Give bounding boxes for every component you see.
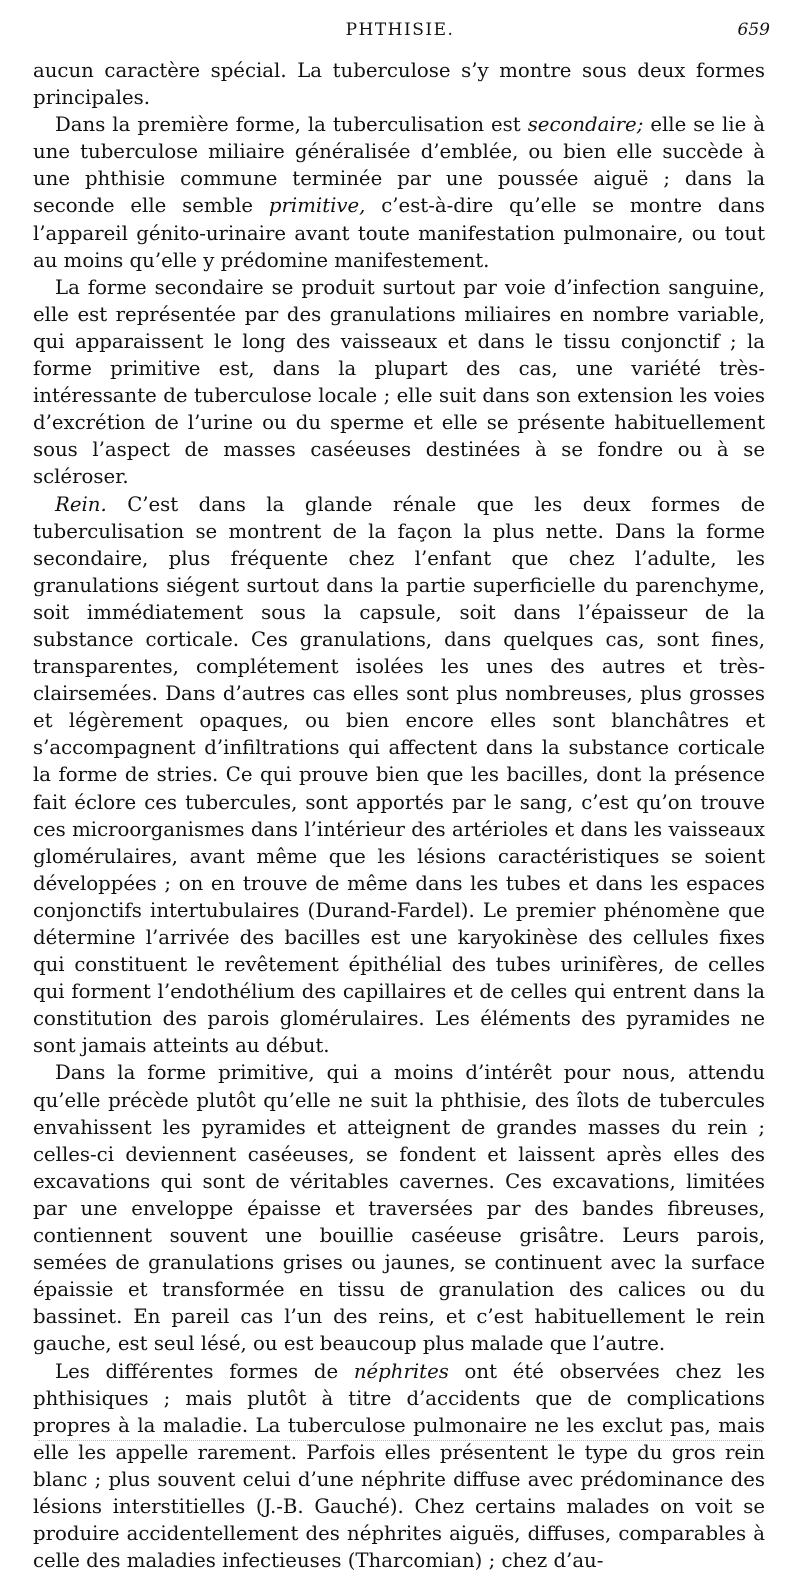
paragraph [33,111,765,274]
paragraph [33,57,765,111]
paragraph [33,274,765,491]
paragraph-text: aucun caractère spécial. La tuberculose s’y montre sous deux formes principales. [33,59,765,109]
italic-text: primitive, [269,194,366,217]
paragraph-text: c’est-à-dire qu’elle se montre dans l’appareil génito-urinaire avant toute manifestation pulmonaire, ou tout au moins qu’elle y prédomine manifestement. [33,194,765,271]
paragraph-text: Dans la forme primitive, qui a moins d’intérêt pour nous, attendu qu’elle précède plutôt qu’elle ne suit la phthisie, des îlots de tubercules envahissent les pyramides et atteignent de grandes masses du rein ; celles-ci deviennent caséeuses, se fondent et laissent après elles des excavations qui sont de véritables cavernes. Ces excavations, limitées par une enveloppe épaisse et traversées par des bandes fibreuses, contiennent souvent une bouillie caséeuse grisâtre. Leurs parois, semées de granulations grises ou jaunes, se continuent avec la surface épaissie et transformée en tissu de granulation des calices ou du bassinet. En pareil cas l’un des reins, et c’est habituellement le rein gauche, est seul lésé, ou est beaucoup plus malade que l’autre. [33,1061,765,1355]
paragraph-text: Dans la première forme, la tuberculisation est [55,113,528,136]
italic-text: néphrites [354,1360,449,1383]
footer-rule [38,1440,762,1441]
paragraph-text: Les différentes formes de [55,1360,354,1383]
paragraph-text: ont été observées chez les phthisiques ; mais plutôt à titre d’accidents que de complications propres à la maladie. La tuberculose pulmonaire ne les exclut pas, mais elle les appelle rarement. Parfois elles présentent le type du gros rein blanc ; plus souvent celui d’une néphrite diffuse avec prédominance des lésions interstitielles (J.-B. Gauché). Chez certains malades on voit se produire accidentellement des néphrites aiguës, diffuses, comparables à celle des maladies infectieuses (Tharcomian) ; chez d’au- [33,1360,765,1573]
running-title: PHTHISIE. [30,20,770,40]
body-text [33,57,765,1574]
paragraph-text: La forme secondaire se produit surtout par voie d’infection sanguine, elle est représentée par des granulations miliaires en nombre variable, qui apparaissent le long des vaisseaux et dans le tissu conjonctif ; la forme primitive est, dans la plupart des cas, une variété très-intéressante de tuberculose locale ; elle suit dans son extension les voies d’excrétion de l’urine ou du sperme et elle se présente habituellement sous l’aspect de masses caséeuses destinées à se fondre ou à se scléroser. [33,276,765,489]
italic-text: Rein. [55,493,107,516]
italic-text: secondaire; [528,113,644,136]
paragraph [33,1358,765,1574]
paragraph [33,491,765,1060]
paragraph [33,1059,765,1357]
paragraph-text: C’est dans la glande rénale que les deux formes de tuberculisation se montrent de la façon la plus nette. Dans la forme secondaire, plus fréquente chez l’enfant que chez l’adulte, les granulations siégent surtout dans la partie superficielle du parenchyme, soit immédiatement sous la capsule, soit dans l’épaisseur de la substance corticale. Ces granulations, dans quelques cas, sont fines, transparentes, complétement isolées les unes des autres et très-clairsemées. Dans d’autres cas elles sont plus nombreuses, plus grosses et légèrement opaques, ou bien encore elles sont blanchâtres et s’accompagnent d’infiltrations qui affectent dans la substance corticale la forme de stries. Ce qui prouve bien que les bacilles, dont la présence fait éclore ces tubercules, sont apportés par le sang, c’est qu’on trouve ces microorganismes dans l’intérieur des artérioles et dans les vaisseaux glomérulaires, avant même que les lésions caractéristiques se soient développées ; on en trouve de même dans les tubes et dans les espaces conjonctifs intertubulaires (Durand-Fardel). Le premier phénomène que détermine l’arrivée des bacilles est une karyokinèse des cellules fixes qui constituent le revêtement épithélial des tubes urinifères, de celles qui forment l’endothélium des capillaires et de celles qui entrent dans la constitution des parois glomérulaires. Les éléments des pyramides ne sont jamais atteints au début. [33,493,765,1058]
page-header [30,20,770,44]
page-number: 659 [738,20,770,40]
paragraph-text: elle se lie à une tuberculose miliaire généralisée d’emblée, ou bien elle succède à une phthisie commune terminée par une poussée aiguë ; dans la seconde elle semble [33,113,765,217]
